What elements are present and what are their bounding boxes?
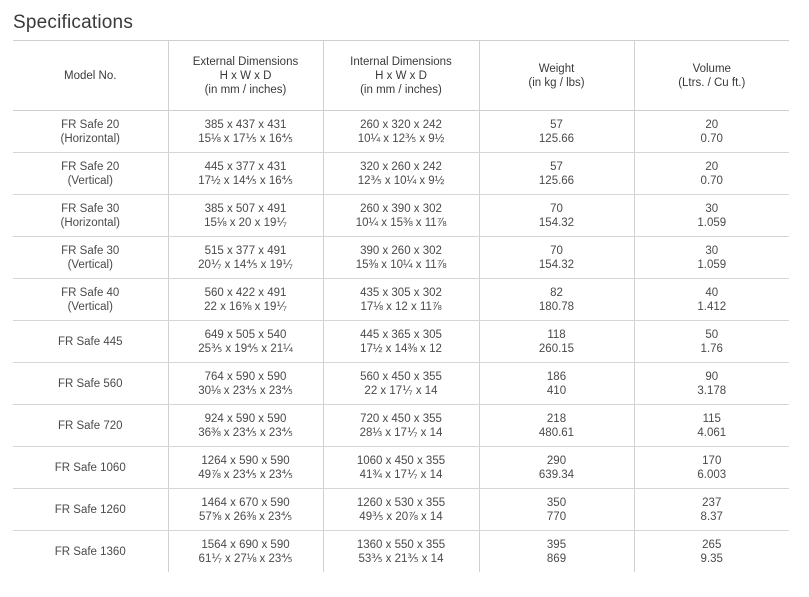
cell-weight-line: 125.66 bbox=[538, 132, 575, 145]
table-row bbox=[13, 363, 789, 405]
cell-model-line: FR Safe 1360 bbox=[54, 545, 126, 558]
cell-model bbox=[13, 153, 168, 195]
cell-weight bbox=[479, 531, 634, 573]
cell-volume-line: 0.70 bbox=[700, 174, 723, 187]
cell-weight-line: 180.78 bbox=[538, 300, 575, 313]
cell-weight-line: 350 bbox=[546, 496, 567, 509]
cell-weight bbox=[479, 363, 634, 405]
table-row bbox=[13, 237, 789, 279]
table-row bbox=[13, 111, 789, 153]
cell-external-dimensions-line: 649 x 505 x 540 bbox=[204, 328, 287, 341]
cell-external-dimensions-line: 17½ x 14⅘ x 16⅘ bbox=[198, 174, 293, 187]
cell-weight-line: 770 bbox=[546, 510, 567, 523]
cell-volume bbox=[634, 531, 789, 573]
cell-weight-line: 290 bbox=[546, 454, 567, 467]
cell-external-dimensions bbox=[168, 489, 323, 531]
cell-internal-dimensions bbox=[323, 447, 479, 489]
cell-volume-line: 3.178 bbox=[697, 384, 727, 397]
cell-model-line: (Horizontal) bbox=[60, 216, 120, 229]
cell-external-dimensions-line: 15⅛ x 17⅕ x 16⅘ bbox=[198, 132, 293, 145]
cell-internal-dimensions-line: 22 x 17⅟₇ x 14 bbox=[364, 384, 438, 397]
cell-internal-dimensions-line: 390 x 260 x 302 bbox=[360, 244, 442, 257]
cell-volume-line: 30 bbox=[705, 244, 719, 257]
header-line: (Ltrs. / Cu ft.) bbox=[678, 76, 746, 89]
cell-volume-line: 170 bbox=[702, 454, 722, 467]
cell-weight bbox=[479, 195, 634, 237]
cell-model bbox=[13, 531, 168, 573]
header-line: (in mm / inches) bbox=[360, 83, 442, 96]
cell-external-dimensions bbox=[168, 195, 323, 237]
header-line: External Dimensions bbox=[192, 55, 299, 68]
cell-model-line: FR Safe 720 bbox=[57, 419, 123, 432]
cell-internal-dimensions-line: 1060 x 450 x 355 bbox=[356, 454, 446, 467]
cell-weight bbox=[479, 279, 634, 321]
table-row bbox=[13, 405, 789, 447]
cell-internal-dimensions bbox=[323, 153, 479, 195]
cell-volume bbox=[634, 111, 789, 153]
cell-volume-line: 30 bbox=[705, 202, 719, 215]
cell-weight-line: 260.15 bbox=[538, 342, 575, 355]
cell-volume bbox=[634, 447, 789, 489]
cell-volume-line: 1.76 bbox=[700, 342, 723, 355]
cell-external-dimensions-line: 385 x 507 x 491 bbox=[204, 202, 287, 215]
cell-volume bbox=[634, 405, 789, 447]
cell-model-line: FR Safe 445 bbox=[57, 335, 123, 348]
cell-model bbox=[13, 111, 168, 153]
cell-volume-line: 0.70 bbox=[700, 132, 723, 145]
cell-internal-dimensions bbox=[323, 195, 479, 237]
table-row bbox=[13, 321, 789, 363]
header-line: Internal Dimensions bbox=[350, 55, 452, 68]
cell-external-dimensions-line: 57⅝ x 26⅜ x 23⅘ bbox=[199, 510, 292, 523]
cell-model-line: (Vertical) bbox=[67, 300, 113, 313]
cell-model-line: FR Safe 30 bbox=[61, 202, 120, 215]
table-row bbox=[13, 489, 789, 531]
cell-internal-dimensions-line: 560 x 450 x 355 bbox=[360, 370, 442, 383]
cell-model-line: (Horizontal) bbox=[60, 132, 120, 145]
table-row bbox=[13, 531, 789, 573]
cell-weight-line: 410 bbox=[546, 384, 567, 397]
cell-internal-dimensions-line: 320 x 260 x 242 bbox=[360, 160, 442, 173]
cell-external-dimensions-line: 15⅛ x 20 x 19⅟₇ bbox=[204, 216, 287, 229]
cell-internal-dimensions-line: 445 x 365 x 305 bbox=[360, 328, 442, 341]
cell-volume-line: 6.003 bbox=[697, 468, 727, 481]
cell-internal-dimensions-line: 53⅗ x 21⅗ x 14 bbox=[358, 552, 444, 565]
cell-weight bbox=[479, 237, 634, 279]
cell-model bbox=[13, 279, 168, 321]
cell-external-dimensions-line: 20⅟₇ x 14⅘ x 19⅟₇ bbox=[198, 258, 293, 271]
cell-volume-line: 1.059 bbox=[697, 258, 727, 271]
cell-internal-dimensions-line: 41¾ x 17⅟₇ x 14 bbox=[359, 468, 443, 481]
cell-external-dimensions bbox=[168, 111, 323, 153]
table-row bbox=[13, 279, 789, 321]
cell-model bbox=[13, 321, 168, 363]
cell-external-dimensions bbox=[168, 321, 323, 363]
cell-volume bbox=[634, 153, 789, 195]
cell-external-dimensions-line: 924 x 590 x 590 bbox=[204, 412, 287, 425]
cell-volume-line: 265 bbox=[702, 538, 722, 551]
cell-internal-dimensions-line: 17½ x 14⅜ x 12 bbox=[360, 342, 442, 355]
header-volume bbox=[634, 41, 789, 111]
cell-model-line: FR Safe 1060 bbox=[54, 461, 126, 474]
cell-external-dimensions-line: 515 x 377 x 491 bbox=[204, 244, 287, 257]
cell-weight-line: 395 bbox=[546, 538, 567, 551]
cell-weight-line: 118 bbox=[547, 328, 566, 341]
cell-weight bbox=[479, 489, 634, 531]
cell-internal-dimensions bbox=[323, 531, 479, 573]
cell-internal-dimensions-line: 435 x 305 x 302 bbox=[360, 286, 442, 299]
header-external-dimensions bbox=[168, 41, 323, 111]
header-line: Volume bbox=[692, 62, 731, 75]
cell-weight-line: 57 bbox=[550, 160, 563, 173]
cell-weight-line: 480.61 bbox=[538, 426, 575, 439]
cell-volume bbox=[634, 237, 789, 279]
cell-volume-line: 40 bbox=[705, 286, 719, 299]
cell-weight-line: 186 bbox=[546, 370, 567, 383]
cell-volume-line: 20 bbox=[705, 160, 719, 173]
cell-internal-dimensions bbox=[323, 363, 479, 405]
cell-internal-dimensions-line: 17⅛ x 12 x 11⅞ bbox=[360, 300, 442, 313]
cell-external-dimensions-line: 25⅗ x 19⅘ x 21¼ bbox=[198, 342, 293, 355]
header-model bbox=[13, 41, 168, 111]
cell-volume-line: 20 bbox=[705, 118, 719, 131]
header-line: (in kg / lbs) bbox=[528, 76, 585, 89]
cell-weight-line: 869 bbox=[546, 552, 567, 565]
table-row bbox=[13, 195, 789, 237]
cell-model-line: FR Safe 1260 bbox=[54, 503, 126, 516]
cell-volume-line: 8.37 bbox=[700, 510, 723, 523]
cell-weight-line: 57 bbox=[550, 118, 563, 131]
cell-internal-dimensions-line: 12⅗ x 10¼ x 9½ bbox=[357, 174, 445, 187]
cell-external-dimensions-line: 22 x 16⅝ x 19⅟₇ bbox=[204, 300, 287, 313]
header-line: H x W x D bbox=[219, 69, 272, 82]
specifications-table bbox=[13, 40, 789, 572]
cell-volume bbox=[634, 279, 789, 321]
table-row bbox=[13, 447, 789, 489]
cell-volume bbox=[634, 363, 789, 405]
cell-internal-dimensions bbox=[323, 237, 479, 279]
cell-external-dimensions-line: 30⅛ x 23⅘ x 23⅘ bbox=[198, 384, 293, 397]
cell-internal-dimensions bbox=[323, 279, 479, 321]
cell-model-line: FR Safe 30 bbox=[61, 244, 120, 257]
cell-external-dimensions bbox=[168, 279, 323, 321]
cell-external-dimensions bbox=[168, 153, 323, 195]
cell-internal-dimensions-line: 15⅜ x 10¼ x 11⅞ bbox=[355, 258, 447, 271]
cell-internal-dimensions-line: 720 x 450 x 355 bbox=[360, 412, 442, 425]
header-internal-dimensions bbox=[323, 41, 479, 111]
cell-volume-line: 1.059 bbox=[697, 216, 727, 229]
table-row bbox=[13, 153, 789, 195]
header-line: Model No. bbox=[64, 69, 117, 82]
cell-model bbox=[13, 489, 168, 531]
cell-internal-dimensions-line: 10¼ x 12⅗ x 9½ bbox=[357, 132, 445, 145]
cell-internal-dimensions-line: 1260 x 530 x 355 bbox=[356, 496, 446, 509]
cell-weight bbox=[479, 111, 634, 153]
cell-internal-dimensions-line: 28⅓ x 17⅟₇ x 14 bbox=[359, 426, 443, 439]
cell-weight-line: 154.32 bbox=[538, 216, 575, 229]
cell-external-dimensions-line: 1464 x 670 x 590 bbox=[201, 496, 290, 509]
cell-weight bbox=[479, 321, 634, 363]
cell-external-dimensions-line: 1564 x 690 x 590 bbox=[201, 538, 290, 551]
cell-model-line: FR Safe 20 bbox=[61, 160, 120, 173]
cell-model bbox=[13, 195, 168, 237]
cell-volume-line: 1.412 bbox=[697, 300, 727, 313]
cell-external-dimensions-line: 764 x 590 x 590 bbox=[204, 370, 287, 383]
page-title: Specifications bbox=[13, 12, 134, 33]
cell-external-dimensions bbox=[168, 237, 323, 279]
cell-external-dimensions-line: 36⅜ x 23⅘ x 23⅘ bbox=[198, 426, 293, 439]
cell-external-dimensions bbox=[168, 363, 323, 405]
cell-external-dimensions-line: 49⅞ x 23⅘ x 23⅘ bbox=[198, 468, 293, 481]
cell-weight bbox=[479, 153, 634, 195]
cell-model bbox=[13, 363, 168, 405]
cell-volume-line: 115 bbox=[702, 412, 721, 425]
cell-model-line: FR Safe 40 bbox=[61, 286, 120, 299]
header-line: H x W x D bbox=[375, 69, 427, 82]
cell-internal-dimensions-line: 1360 x 550 x 355 bbox=[356, 538, 446, 551]
cell-internal-dimensions bbox=[323, 111, 479, 153]
cell-volume bbox=[634, 195, 789, 237]
cell-external-dimensions-line: 1264 x 590 x 590 bbox=[201, 454, 290, 467]
cell-weight-line: 218 bbox=[546, 412, 567, 425]
cell-weight bbox=[479, 405, 634, 447]
cell-model-line: (Vertical) bbox=[67, 258, 113, 271]
cell-weight-line: 70 bbox=[550, 202, 563, 215]
cell-internal-dimensions-line: 49⅗ x 20⅞ x 14 bbox=[359, 510, 443, 523]
cell-model bbox=[13, 447, 168, 489]
cell-external-dimensions bbox=[168, 447, 323, 489]
cell-weight-line: 154.32 bbox=[538, 258, 575, 271]
header-line: Weight bbox=[538, 62, 575, 75]
cell-volume-line: 50 bbox=[705, 328, 719, 341]
cell-volume-line: 9.35 bbox=[700, 552, 723, 565]
cell-external-dimensions bbox=[168, 531, 323, 573]
cell-volume-line: 4.061 bbox=[697, 426, 727, 439]
cell-internal-dimensions-line: 260 x 320 x 242 bbox=[360, 118, 442, 131]
cell-weight bbox=[479, 447, 634, 489]
cell-internal-dimensions bbox=[323, 321, 479, 363]
cell-external-dimensions bbox=[168, 405, 323, 447]
cell-weight-line: 639.34 bbox=[538, 468, 575, 481]
cell-internal-dimensions-line: 10¼ x 15⅜ x 11⅞ bbox=[355, 216, 447, 229]
cell-volume-line: 90 bbox=[705, 370, 719, 383]
cell-model bbox=[13, 405, 168, 447]
cell-model-line: FR Safe 560 bbox=[57, 377, 123, 390]
cell-external-dimensions-line: 61⅟₇ x 27⅛ x 23⅘ bbox=[198, 552, 293, 565]
cell-weight-line: 82 bbox=[550, 286, 563, 299]
header-weight bbox=[479, 41, 634, 111]
cell-model bbox=[13, 237, 168, 279]
cell-model-line: FR Safe 20 bbox=[61, 118, 120, 131]
cell-model-line: (Vertical) bbox=[67, 174, 113, 187]
cell-external-dimensions-line: 385 x 437 x 431 bbox=[204, 118, 287, 131]
header-row bbox=[13, 41, 789, 111]
cell-internal-dimensions bbox=[323, 489, 479, 531]
cell-weight-line: 70 bbox=[550, 244, 563, 257]
cell-internal-dimensions-line: 260 x 390 x 302 bbox=[360, 202, 442, 215]
cell-internal-dimensions bbox=[323, 405, 479, 447]
header-line: (in mm / inches) bbox=[204, 83, 287, 96]
cell-volume-line: 237 bbox=[702, 496, 722, 509]
cell-volume bbox=[634, 489, 789, 531]
cell-external-dimensions-line: 560 x 422 x 491 bbox=[204, 286, 287, 299]
cell-weight-line: 125.66 bbox=[538, 174, 575, 187]
cell-volume bbox=[634, 321, 789, 363]
cell-external-dimensions-line: 445 x 377 x 431 bbox=[204, 160, 287, 173]
